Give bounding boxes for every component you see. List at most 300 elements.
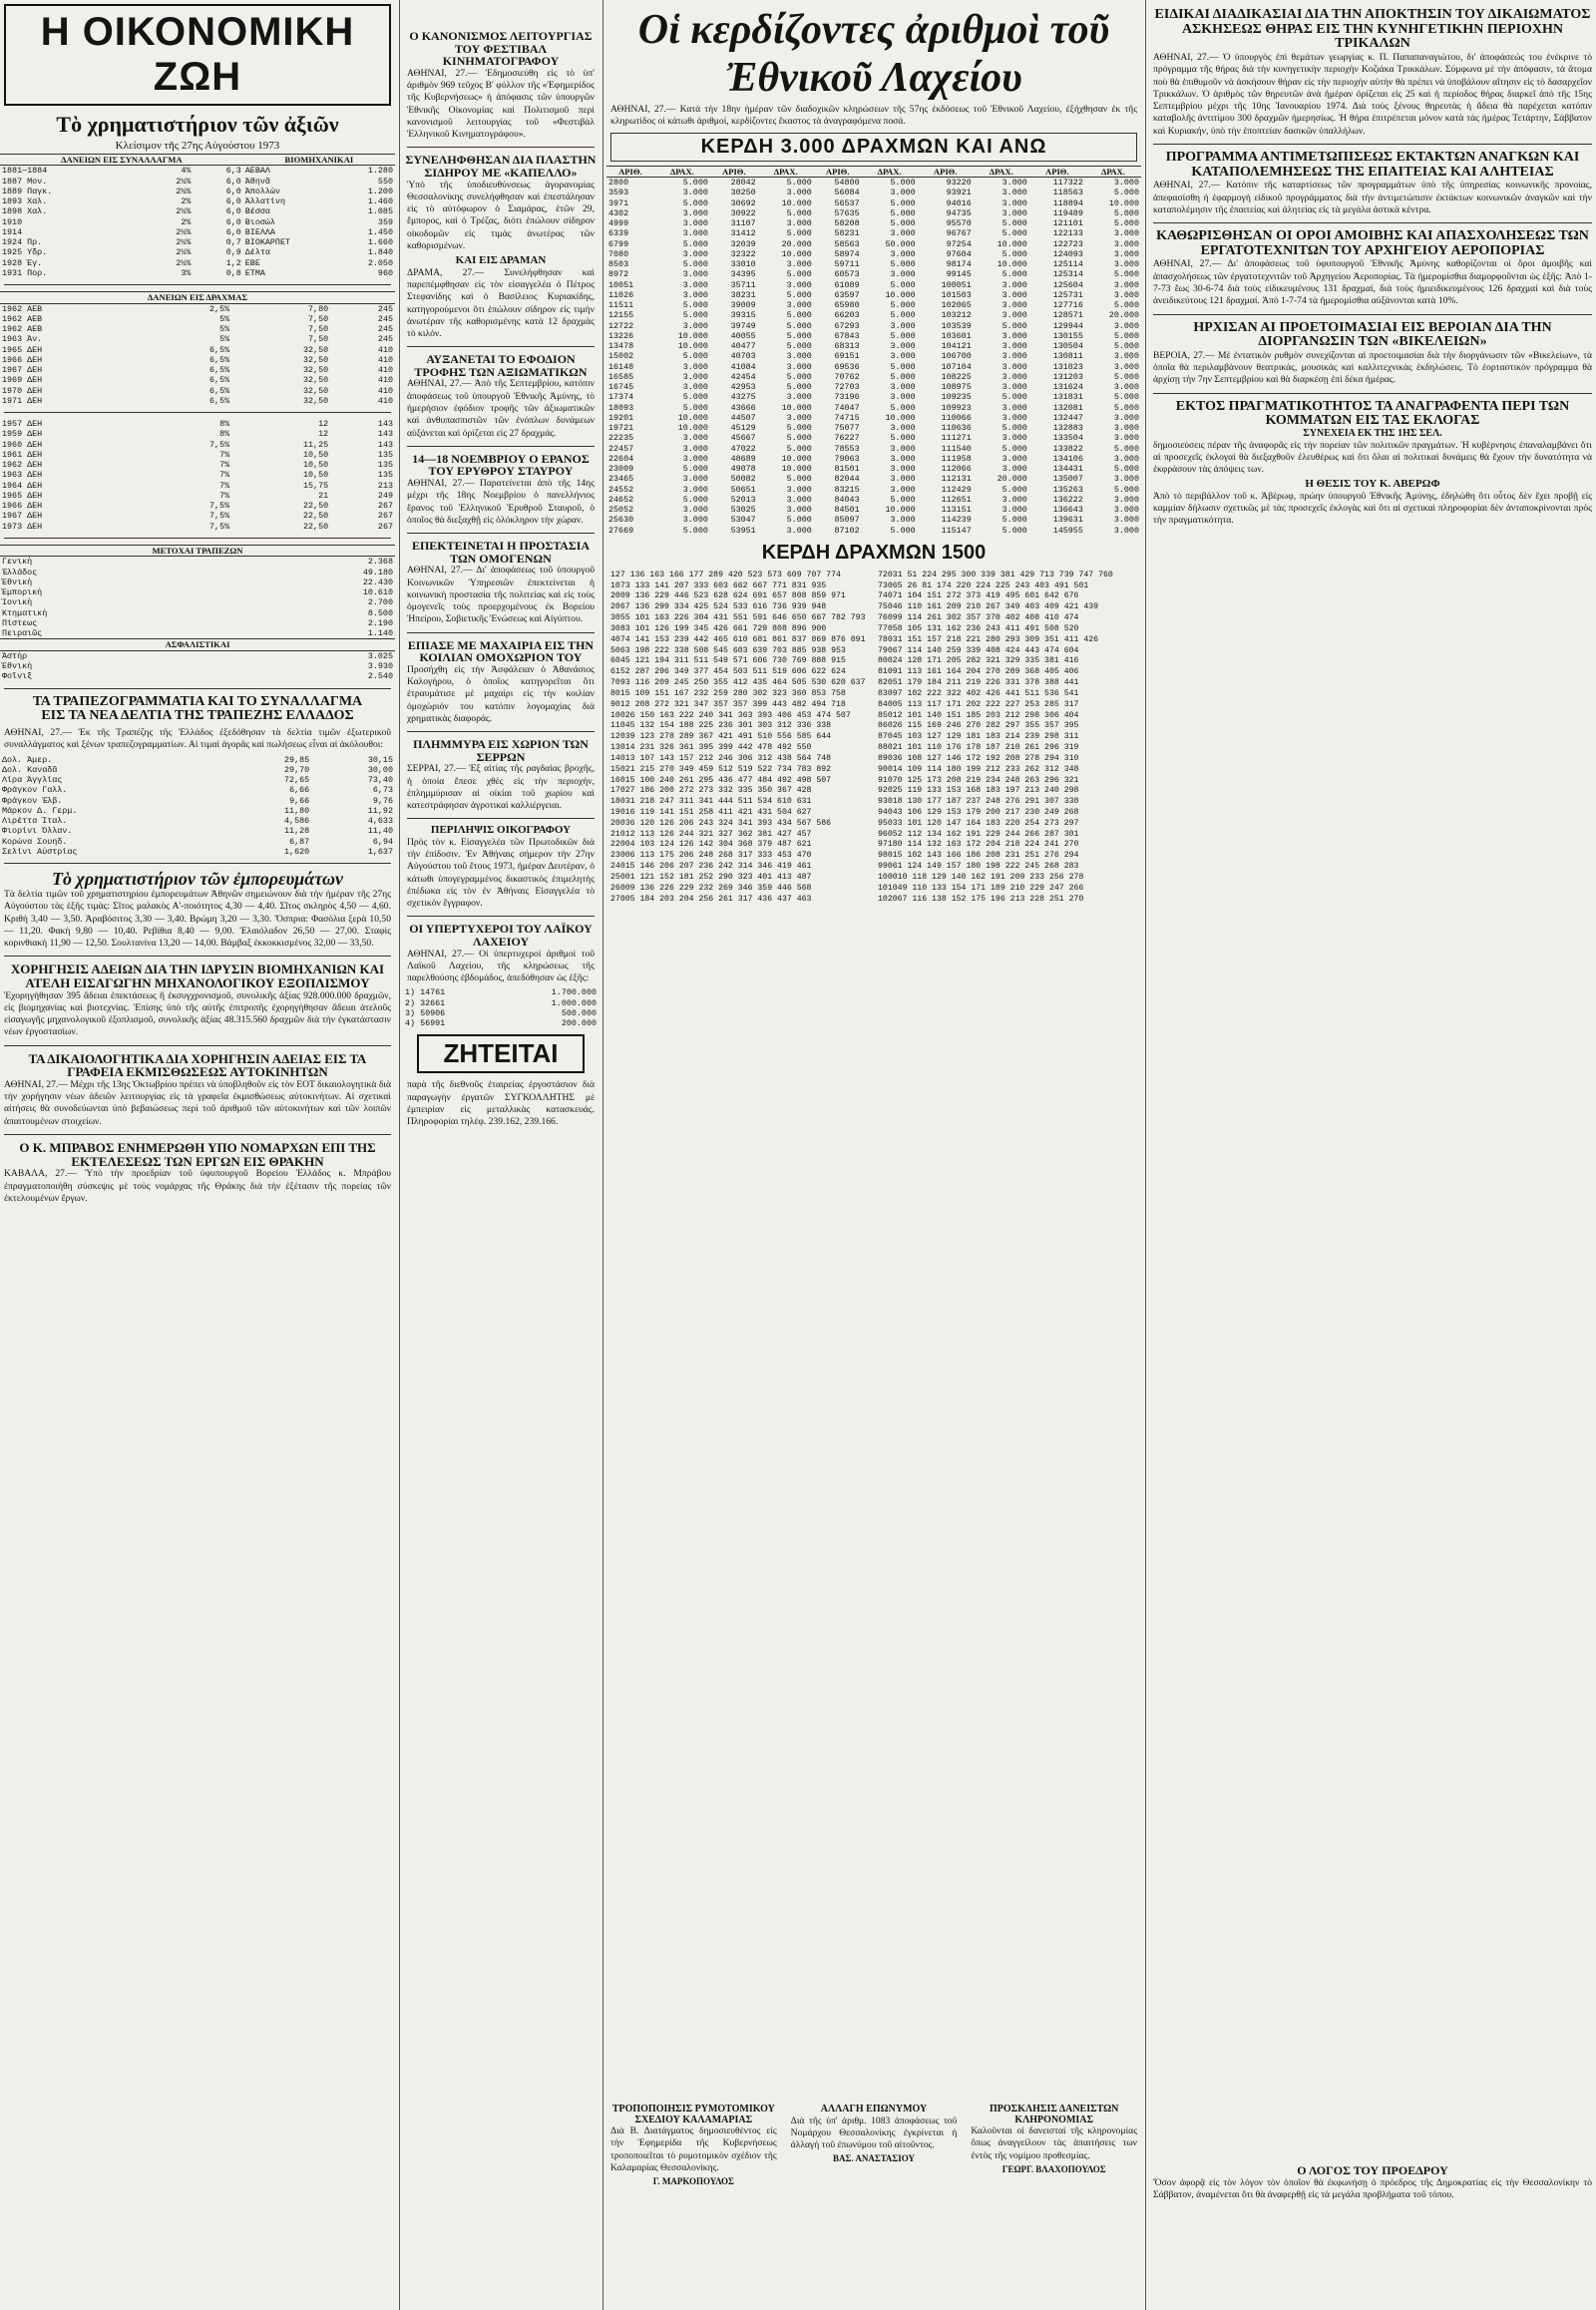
loan-row-cell: 1893 Χαλ. — [2, 196, 48, 207]
loan-row-cell: Βιοσώλ — [244, 216, 275, 227]
prize-row-cell: 48689 — [730, 453, 756, 464]
prize-row-cell: 45129 — [730, 423, 756, 434]
currency-row-cell: Κορώνα Σουηδ. — [2, 836, 68, 847]
prize-row-cell: 22457 — [608, 443, 634, 454]
prize-row-cell: 3.000 — [1001, 330, 1027, 341]
bank-row — [0, 568, 395, 578]
prize-row-cell: 5.000 — [786, 269, 812, 280]
name-change-signature: ΒΑΣ. ΑΝΑΣΤΑΣΙΟΥ — [832, 2153, 916, 2164]
prize-row-cell: 3.000 — [1001, 188, 1027, 198]
prize-1500-line: 14013 107 143 157 212 246 306 312 438 564 748 — [610, 753, 832, 763]
prize-1500-line: 12039 123 278 289 367 421 491 510 556 585 644 — [610, 732, 832, 742]
prize-row-cell: 108975 — [941, 382, 972, 393]
prize-row-cell: 5.000 — [682, 259, 708, 270]
prize-row-cell: 106700 — [941, 351, 972, 362]
insurance-heading: ΑΣΦΑΛΙΣΤΙΚΑΙ — [0, 639, 395, 650]
prize-row-cell: 30692 — [730, 197, 756, 208]
loan-row-cell: ΕΒΕ — [244, 257, 260, 268]
prize-row-cell: 3.000 — [1113, 515, 1139, 526]
prize-row-cell: 3.000 — [1113, 259, 1139, 270]
bank-row-cell: Πειραιῶς — [2, 628, 43, 639]
bank-row-cell: 49.180 — [362, 567, 393, 578]
licenses-text: Ἐχορηγήθησαν 395 ἄδειαι ἐπεκτάσεως ἢ ἐκσυγχρονισμοῦ, συνολικῆς ἀξίας 928.000.000 δραχμῶν, εἰς βιομηχανίας καὶ βιοτεχνίας. Ἐπίσης ὑπὸ τῆς αὐτῆς ἐπιτροπῆς ἐχορηγήθησαν ἄδειαι ἀτελοῦς εἰσαγωγῆς μηχανολογικοῦ ἐξοπλισμοῦ, συνολικῆς ἀξίας 48.315.560 δραχμῶν διὰ τὴν ἐγκατάστασιν νέων ἐργοστασίων. — [4, 989, 391, 1038]
creditors-heading: ΠΡΟΣΚΛΗΣΙΣ ΔΑΝΕΙΣΤΩΝ ΚΛΗΡΟΝΟΜΙΑΣ — [989, 2104, 1119, 2125]
prize-1500-line: 100010 118 129 140 162 191 209 233 256 278 — [878, 872, 1084, 882]
loan-row-cell: 2½% — [176, 186, 192, 196]
tropop-heading: ΤΡΟΠΟΠΟΙΗΣΙΣ ΡΥΜΟΤΟΜΙΚΟΥ ΣΧΕΔΙΟΥ ΚΑΛΑΜΑΡΙΑΣ — [611, 2104, 775, 2125]
prize-1500-line: 25001 121 152 181 252 290 323 401 413 487 — [610, 872, 812, 882]
prize-row-cell: 3.000 — [1001, 310, 1027, 321]
prize-row-cell: 10.000 — [781, 453, 812, 464]
dei-loan-row-cell: 12 — [318, 419, 329, 430]
dei-loan-row-cell: 15,75 — [303, 480, 329, 491]
prize-row-cell: 5.000 — [1113, 300, 1139, 311]
bank-row — [0, 557, 395, 568]
loan-row-cell: 1914 — [2, 226, 23, 237]
prize-1500-line: 26009 136 226 229 232 269 346 359 446 568 — [610, 883, 812, 893]
prize-row-cell: 108225 — [941, 371, 972, 382]
prize-1500-line: 11045 132 154 188 225 236 301 303 312 336 338 — [610, 721, 832, 731]
prize-1500-line: 23006 113 175 206 248 268 317 333 453 470 — [610, 851, 812, 861]
loan-row-cell: 0,7 — [225, 237, 241, 248]
loan-row-cell: Ἀθηνᾶ — [244, 176, 270, 187]
prize-row — [606, 290, 1141, 300]
iron-text: Ὑπὸ τῆς ὑποδιευθύνσεως ἀγορανομίας Θεσσαλονίκης συνελήφθησαν καὶ ἐπεστάλησαν εἰς τὸ αὐτόφωρον ὁ Σιαμάρας, ἐτῶν 29, ἔμπορος, καὶ ὁ Τρέζας, διότι ἐπώλουν σίδηρον οἰκοδομῶν εἰς τιμὰς ἀνωτέρας τῶν καθορισμένων. — [407, 179, 595, 251]
currency-row-cell: 4,586 — [284, 816, 310, 827]
prize-column-label: ΔΡΑΧ. — [862, 166, 918, 177]
prize-1500-line: 3083 101 126 199 345 426 661 729 808 896 900 — [610, 623, 827, 633]
prize-row-cell: 5.000 — [890, 300, 916, 311]
prize-1500-line: 8015 109 151 167 232 259 280 302 323 360 853 758 — [610, 688, 846, 698]
thrace-text: ΚΑΒΑΛΑ, 27.— Ὑπὸ τὴν προεδρίαν τοῦ ὑφυπουργοῦ Βορείου Ἑλλάδος κ. Μπράβου ἐπραγματοποιήθη σύσκεψις μὲ τοὺς νομάρχας τῆς Θράκης διὰ τὴν ἐξέτασιν τῆς πορείας τῶν ἐκτελουμένων ἔργων. — [4, 1168, 391, 1204]
prize-row-cell: 132883 — [1052, 423, 1083, 434]
prize-row-cell: 100051 — [941, 279, 972, 290]
prize-row — [606, 249, 1141, 259]
insurance-row — [0, 671, 395, 681]
serres-text: ΣΕΡΡΑΙ, 27.— Ἐξ αἰτίας τῆς ραγδαίας βροχῆς, ἡ ὁποία ἔπεσε χθὲς εἰς τὴν περιοχήν, ἐπλημμύρισαν αἱ οἰκίαι τοῦ χωρίου καὶ κατεστράφησαν ἀγροτικαὶ καλλιέργειαι. — [407, 763, 595, 812]
drachma-loan-row-cell: 410 — [377, 395, 393, 406]
prize-row-cell: 5.000 — [890, 197, 916, 208]
prize-row-cell: 20.000 — [997, 474, 1027, 485]
serres-heading: ΠΛΗΜΜΥΡΑ ΕΙΣ ΧΩΡΙΟΝ ΤΩΝ ΣΕΡΡΩΝ — [413, 737, 589, 764]
lottery-seller-row-cell: 1.700.000 — [551, 987, 597, 998]
iron-heading: ΣΥΝΕΛΗΦΘΗΣΑΝ ΔΙΑ ΠΛΑΣΤΗΝ ΣΙΔΗΡΟΥ ΜΕ «ΚΑΠΕΛΛΟ» — [405, 153, 597, 180]
prize-row — [606, 444, 1141, 454]
president-heading: Ο ΛΟΓΟΣ ΤΟΥ ΠΡΟΕΔΡΟΥ — [1297, 2163, 1448, 2177]
prize-row-cell: 5.000 — [890, 433, 916, 444]
prize-row-cell: 3.000 — [1113, 238, 1139, 249]
prize-row-cell: 3.000 — [1113, 525, 1139, 536]
prize-1500-line: 81091 113 161 164 204 270 289 368 405 406 — [878, 667, 1079, 677]
insurance-row-cell: 2.540 — [367, 671, 393, 682]
prize-1500-line: 90014 109 114 180 199 212 233 262 312 348 — [878, 764, 1079, 774]
drama-heading: ΚΑΙ ΕΙΣ ΔΡΑΜΑΝ — [455, 254, 547, 267]
prize-row-cell: 5.000 — [682, 525, 708, 536]
elections-subheading: ΣΥΝΕΧΕΙΑ ΕΚ ΤΗΣ 1ΗΣ ΣΕΛ. — [1303, 428, 1442, 440]
currency-row-cell: Δολ. Καναδᾶ — [2, 764, 58, 775]
prize-row-cell: 125314 — [1052, 269, 1083, 280]
prize-row-cell: 101503 — [941, 289, 972, 300]
prize-row — [606, 218, 1141, 228]
prize-row-cell: 5.000 — [1113, 371, 1139, 382]
prize-row-cell: 3.000 — [682, 382, 708, 393]
prize-row-cell: 3.000 — [682, 361, 708, 372]
currency-row-cell: Δολ. Ἀμερ. — [2, 754, 53, 765]
prize-row-cell: 93220 — [946, 178, 972, 189]
prize-row — [606, 178, 1141, 189]
drachma-loan-row-cell: 1962 ΑΕΒ — [2, 313, 43, 324]
lottery-seller-row — [403, 1008, 598, 1018]
prize-row-cell: 5.000 — [786, 320, 812, 331]
prize-row-cell: 8503 — [608, 259, 629, 270]
dei-loan-row-cell: 135 — [377, 460, 393, 471]
prize-row-cell: 5.000 — [786, 207, 812, 218]
prize-row-cell: 145955 — [1052, 525, 1083, 536]
elections-heading: ΕΚΤΟΣ ΠΡΑΓΜΑΤΙΚΟΤΗΤΟΣ ΤΑ ΑΝΑΓΡΑΦΕΝΤΑ ΠΕΡΙ ΤΩΝ ΚΟΜΜΑΤΩΝ ΕΙΣ ΤΑΣ ΕΚΛΟΓΑΣ — [1175, 398, 1570, 429]
lottery-seller-row-cell: 4) 56991 — [405, 1018, 446, 1029]
lottery-seller-row-cell: 2) 32661 — [405, 997, 446, 1008]
prize-1500-line: 97180 114 132 163 172 204 218 224 241 270 — [878, 840, 1079, 850]
dei-loan-row-cell: 143 — [377, 429, 393, 440]
dei-loan-row-cell: 1963 ΔΕΗ — [2, 470, 43, 481]
prize-1500-line: 18031 218 247 311 341 444 511 534 610 631 — [610, 797, 812, 807]
notice-heading: ΠΕΡΙΛΗΨΙΣ ΟΙΚΟΓΡΑΦΟΥ — [430, 824, 572, 837]
prize-row-cell: 30922 — [730, 207, 756, 218]
currency-row-cell: 6,66 — [289, 785, 310, 796]
dei-loan-row-cell: 7% — [219, 449, 230, 460]
drachma-loan-row-cell: 245 — [377, 334, 393, 345]
drachma-loan-row-cell: 1966 ΔΕΗ — [2, 354, 43, 365]
loan-row-cell: 2½% — [176, 257, 192, 268]
prize-row-cell: 5.000 — [682, 310, 708, 321]
dei-loan-row-cell: 22,50 — [303, 521, 329, 532]
prize-row-cell: 110066 — [941, 412, 972, 423]
drachma-loan-row-cell: 32,50 — [303, 385, 329, 396]
prize-1500-line: 27005 184 203 204 256 261 317 436 437 463 — [610, 894, 812, 904]
dei-loan-row — [0, 491, 395, 501]
prize-row-cell: 3.000 — [682, 269, 708, 280]
prize-row-cell: 3.000 — [890, 423, 916, 434]
prize-row — [606, 505, 1141, 515]
prize-row-cell: 3.000 — [682, 207, 708, 218]
prize-1500-line: 101049 110 133 154 171 189 210 229 247 266 — [878, 883, 1084, 893]
prize-row-cell: 76227 — [834, 433, 860, 444]
bank-row-cell: Γενικὴ — [2, 557, 33, 568]
prize-1500-left — [610, 571, 870, 906]
prize-row-cell: 3.000 — [890, 228, 916, 239]
dei-loan-row — [0, 511, 395, 521]
prize-row-cell: 3.000 — [786, 525, 812, 536]
prize-row — [606, 259, 1141, 269]
prize-row-cell: 97604 — [946, 248, 972, 259]
loan-row-cell: 2.050 — [367, 257, 393, 268]
prize-row-cell: 44507 — [730, 412, 756, 423]
prize-row-cell: 5.000 — [682, 464, 708, 475]
prize-row-cell: 11026 — [608, 289, 634, 300]
prize-1500-line: 6045 121 194 311 511 549 571 606 730 769 888 915 — [610, 656, 846, 666]
prize-row-cell: 4302 — [608, 207, 629, 218]
prize-row-cell: 97254 — [946, 238, 972, 249]
loan-row-cell: 1.840 — [367, 247, 393, 258]
prize-row-cell: 5.000 — [786, 178, 812, 189]
prize-row-cell: 3.000 — [1113, 382, 1139, 393]
dei-loan-row-cell: 7% — [219, 490, 230, 501]
banknotes-subheading: ΕΙΣ ΤΑ ΝΕΑ ΔΕΛΤΙΑ ΤΗΣ ΤΡΑΠΕΖΗΣ ΕΛΛΑΔΟΣ — [41, 708, 354, 724]
currency-row — [0, 765, 395, 775]
prize-row-cell: 73196 — [834, 392, 860, 403]
prize-1500-line: 74071 104 151 272 373 419 495 601 642 676 — [878, 591, 1079, 601]
dei-loan-row-cell: 1957 ΔΕΗ — [2, 419, 43, 430]
loans-table-b — [0, 291, 395, 406]
drachma-loan-row-cell: 410 — [377, 385, 393, 396]
prize-row-cell: 3.000 — [786, 505, 812, 516]
prize-1500-line: 7093 116 209 245 250 355 412 435 464 505 530 620 637 — [610, 678, 866, 688]
prize-row-cell: 5.000 — [786, 443, 812, 454]
currency-row — [0, 775, 395, 785]
prize-row-cell: 47022 — [730, 443, 756, 454]
prize-row-cell: 3.000 — [682, 371, 708, 382]
prize-row — [606, 454, 1141, 464]
prize-row-cell: 3.000 — [786, 351, 812, 362]
prize-row-cell: 19201 — [608, 412, 634, 423]
drachma-loan-row-cell: 410 — [377, 365, 393, 376]
loan-row — [0, 206, 395, 216]
prize-row-cell: 20.000 — [781, 238, 812, 249]
prize-row-cell: 3.000 — [1113, 320, 1139, 331]
prize-row-cell: 5.000 — [1001, 423, 1027, 434]
bank-row — [0, 618, 395, 628]
lottery-seller-row-cell: 3) 50906 — [405, 1007, 446, 1018]
currency-row-cell: 11,92 — [367, 805, 393, 816]
prize-3000-heading: ΚΕΡΔΗ 3.000 ΔΡΑΧΜΩΝ ΚΑΙ ΑΝΩ — [610, 133, 1137, 162]
redcross-heading: 14—18 ΝΟΕΜΒΡΙΟΥ Ο ΕΡΑΝΟΣ ΤΟΥ ΕΡΥΘΡΟΥ ΣΤΑΥΡΟΥ — [412, 451, 590, 479]
dei-loan-row-cell: 8% — [219, 419, 230, 430]
prize-row-cell: 10.000 — [885, 289, 916, 300]
prize-row-cell: 84043 — [834, 494, 860, 505]
notice-text: Πρὸς τὸν κ. Εἰσαγγελέα τῶν Πρωτοδικῶν διὰ τὴν ἐπίδοσιν. Ἐν Ἀθήναις σήμερον τὴν 27ην Αὐγούστου τοῦ ἔτους 1973, ἡμέραν Δευτέραν, ὁ κάτωθι ὑπογεγραμμένος δικαστικὸς ἐπιμελητὴς ἐπέδωκα εἰς τὸν ἐν Ἀθήναις Εἰσαγγελέα τὸ σχετικὸν ἔγγραφον. — [407, 836, 595, 910]
drachma-loan-row-cell: 1962 ΑΕΒ — [2, 303, 43, 314]
prize-row-cell: 75077 — [834, 423, 860, 434]
prize-row-cell: 67843 — [834, 330, 860, 341]
commodities-text: Τὰ δελτία τιμῶν τοῦ χρηματιστηρίου ἐμπορευμάτων Ἀθηνῶν σημειώνουν διὰ τὴν ἡμέραν τῆς 27ης Αὐγούστου τὰς ἑξῆς τιμὰς: Σῖτος μαλακὸς Α'-ποιότητος 4,30 — 4,40. Σῖτος σκληρὸς 4,50 — 4,60. Κριθὴ 3,40 — 3,50. Ἀραβόσιτος 3,30 — 3,40. Βρώμη 3,20 — 3,30. Ὄσπρια: Φασόλια ξερὰ 10,50 — 11,20. Φακὴ 9,80 — 10,40. Ρεβίθια 8,40 — 9,00. Ἐλαιόλαδον 26,50 — 27,00. Σταφὶς κορινθιακὴ 11,90 — 12,50. Σουλτανίνα 13,20 — 14,00. Βάμβαξ ἐκκοκκισμένος 32,00 — 33,50. — [4, 888, 391, 950]
prize-row-cell: 3.000 — [1001, 412, 1027, 423]
prize-row-cell: 3.000 — [786, 392, 812, 403]
prize-row-cell: 3.000 — [890, 351, 916, 362]
prize-row-cell: 112651 — [941, 494, 972, 505]
redcross-text: ΑΘΗΝΑΙ, 27.— Παρατείνεται ἀπὸ τῆς 14ης μέχρι τῆς 18ης Νοεμβρίου ὁ πανελλήνιος ἔρανος τοῦ Ἑλληνικοῦ Ἐρυθροῦ Σταυροῦ, ὁ ὁποῖος θὰ διεξαχθῇ εἰς ὁλόκληρον τὴν χώραν. — [407, 478, 595, 526]
prize-row-cell: 130504 — [1052, 341, 1083, 352]
prize-row-cell: 5.000 — [890, 402, 916, 413]
prize-row-cell: 16148 — [608, 361, 634, 372]
dei-loan-row-cell: 7,5% — [209, 511, 230, 522]
wages-heading: ΚΑΘΩΡΙΣΘΗΣΑΝ ΟΙ ΟΡΟΙ ΑΜΟΙΒΗΣ ΚΑΙ ΑΠΑΣΧΟΛΗΣΕΩΣ ΤΩΝ ΕΡΓΑΤΟΤΕΧΝΙΤΩΝ ΤΟΥ ΑΡΧΗΓΕΙΟΥ ΑΕΡΟΠΟΡΙΑΣ — [1156, 228, 1589, 258]
drachma-loan-row-cell: 32,50 — [303, 375, 329, 386]
prize-row-cell: 111958 — [941, 453, 972, 464]
loan-row-cell: 2½% — [176, 226, 192, 237]
loan-row-cell: 6,0 — [225, 226, 241, 237]
prize-1500-line: 94043 106 129 153 179 200 217 230 249 268 — [878, 807, 1079, 817]
prize-row-cell: 63597 — [834, 289, 860, 300]
prize-row-cell: 10.000 — [781, 197, 812, 208]
prize-row-cell: 3.000 — [1113, 433, 1139, 444]
drachma-loan-row — [0, 396, 395, 406]
bank-row-cell: 10.610 — [362, 587, 393, 598]
prize-row-cell: 5.000 — [682, 178, 708, 189]
prize-row-cell: 5.000 — [786, 289, 812, 300]
currency-row — [0, 806, 395, 816]
prize-row-cell: 5.000 — [890, 218, 916, 229]
currency-row-cell: 30,00 — [367, 764, 393, 775]
prize-row-cell: 3.000 — [890, 453, 916, 464]
prize-row-cell: 96767 — [946, 228, 972, 239]
dei-loan-row-cell: 1965 ΔΕΗ — [2, 490, 43, 501]
loan-row-cell: 2½% — [176, 206, 192, 217]
prize-row-cell: 119489 — [1052, 207, 1083, 218]
prize-1500-line: 96052 112 134 162 191 229 244 266 287 301 — [878, 829, 1079, 839]
dei-loan-row — [0, 522, 395, 532]
prize-1500-line: 20036 120 126 206 243 324 341 393 434 567 586 — [610, 818, 832, 828]
dei-loan-row-cell: 1962 ΔΕΗ — [2, 460, 43, 471]
prize-row-cell: 74047 — [834, 402, 860, 413]
prize-row-cell: 3.000 — [786, 361, 812, 372]
veria-heading: ΗΡΧΙΣΑΝ ΑΙ ΠΡΟΕΤΟΙΜΑΣΙΑΙ ΕΙΣ ΒΕΡΟΙΑΝ ΔΙΑ ΤΗΝ ΔΙΟΡΓΑΝΩΣΙΝ ΤΩΝ «ΒΙΚΕΛΕΙΩΝ» — [1193, 319, 1552, 350]
prize-1500-line: 19016 119 141 151 258 411 421 431 504 627 — [610, 807, 812, 817]
prize-row-cell: 112131 — [941, 474, 972, 485]
prize-row-cell: 5.000 — [890, 494, 916, 505]
drachma-loan-row — [0, 386, 395, 396]
insurance-row-cell: Ἐθνικὴ — [2, 661, 33, 672]
prize-row-cell: 3.000 — [1113, 453, 1139, 464]
prize-row-cell: 3.000 — [1001, 505, 1027, 516]
drama-text: ΔΡΑΜΑ, 27.— Συνελήφθησαν καὶ παρεπέμφθησαν εἰς τὸν εἰσαγγελέα ὁ Πέτρος Στεφανίδης καὶ ὁ Βασίλειος Κυριακίδης, κατηγορούμενοι ὅτι ἐπώλουν σίδηρον εἰς τιμὴν ἀνωτέραν τῆς καθορισμένης κατὰ 12 δραχμὰς τὸ κιλόν. — [407, 266, 595, 340]
prize-column-label: ΑΡΙΘ. — [814, 166, 862, 177]
prize-row-cell: 13226 — [608, 330, 634, 341]
prize-row-cell: 3593 — [608, 188, 629, 198]
section-masthead: Η ΟΙΚΟΝΟΜΙΚΗ ΖΩΗ — [4, 4, 391, 106]
prize-row-cell: 3.000 — [1001, 433, 1027, 444]
prize-row-cell: 94016 — [946, 197, 972, 208]
currency-row — [0, 816, 395, 826]
prize-1500-heading: ΚΕΡΔΗ ΔΡΑΧΜΩΝ 1500 — [761, 541, 987, 564]
prize-1500-line: 2067 136 299 334 425 524 533 616 736 939 948 — [610, 602, 827, 612]
prize-1500-right — [878, 571, 1137, 906]
loan-row-cell: ΑΕΒΑΛ — [244, 166, 270, 177]
prize-row-cell: 5.000 — [1001, 228, 1027, 239]
loan-row-cell: Ἀπολλὼν — [244, 186, 280, 196]
prize-row-cell: 35711 — [730, 279, 756, 290]
prize-row-cell: 3.000 — [682, 289, 708, 300]
prize-row-cell: 18093 — [608, 402, 634, 413]
prize-row-cell: 131624 — [1052, 382, 1083, 393]
prize-1500-line: 17027 186 200 272 273 332 335 350 367 428 — [610, 786, 812, 796]
prize-row-cell: 5.000 — [682, 392, 708, 403]
prize-row-cell: 132447 — [1052, 412, 1083, 423]
loan-row-cell: ΕΤΜΑ — [244, 267, 265, 278]
prize-1500-line: 86026 115 169 246 270 282 297 355 357 395 — [878, 721, 1079, 731]
hunt-text: ΑΘΗΝΑΙ, 27.— Ὁ ὑπουργὸς ἐπὶ θεμάτων γεωργίας κ. Π. Παπαπαναγιώτου, δι' ἀποφάσεώς του ἐνέκρινε τὸ πρόγραμμα τῆς θήρας διὰ τὴν κυνηγετικὴν περιοχὴν Κοζιάκα Τρικκάλων. Σύμφωνα μὲ τὴν ἀπόφασιν, τὰ ἄτομα ποὺ θὰ ἐπιθυμοῦν νὰ ἀσκήσουν θήραν εἰς τὴν περιοχὴν αὐτὴν θὰ πρέπει νὰ ὑποβάλουν αἴτησιν εἰς τὸ δασαρχεῖον Τρικκάλων. Ὁ ἀριθμὸς τῶν θηρευτῶν ἀνὰ ἡμέραν ὁρίζεται εἰς 25 καὶ ἡ περίοδος θήρας διαρκεῖ ἀπὸ τῆς 15ης Σεπτεμβρίου μέχρι τῆς 10ης Ἰανουαρίου 1974. Διὰ τοὺς ξένους θηρευτὰς ἡ ἄδεια θὰ παρέχεται κατόπιν καταβολῆς ἀντιτίμου 300 δραχμῶν ἡμερησίως. Ἡ θήρα ἐπιτρέπεται μόνον κατὰ τὰς ἡμέρας Τετάρτην, Σάββατον καὶ Κυριακήν, ὑπὸ τὴν ἐποπτείαν δασικῶν ὑπαλλήλων. — [1153, 52, 1592, 137]
prize-1500-line: 79067 114 140 259 339 408 424 443 474 604 — [878, 645, 1079, 655]
prize-row — [606, 474, 1141, 484]
prize-1500-line: 91070 125 173 208 219 234 248 263 296 321 — [878, 775, 1079, 785]
insurance-row-cell: Ἀστὴρ — [2, 650, 28, 661]
prize-row-cell: 3.000 — [1001, 341, 1027, 352]
drachma-loan-row-cell: 6,5% — [209, 365, 230, 376]
prize-row-cell: 10.000 — [997, 259, 1027, 270]
prize-row-cell: 40703 — [730, 351, 756, 362]
prize-row-cell: 20.000 — [1108, 310, 1139, 321]
prize-row-cell: 3.000 — [1001, 371, 1027, 382]
prize-row-cell: 81501 — [834, 464, 860, 475]
prize-row-cell: 5.000 — [890, 525, 916, 536]
loan-row-cell: 1928 Ἐγ. — [2, 257, 43, 268]
bank-row-cell: Κτηματικὴ — [2, 607, 48, 618]
lottery-sellers-heading: ΟΙ ΥΠΕΡΤΥΧΕΡΟΙ ΤΟΥ ΛΑΪΚΟΥ ΛΑΧΕΙΟΥ — [409, 922, 593, 950]
prize-row-cell: 49078 — [730, 464, 756, 475]
loans-heading: ΔΑΝΕΙΩΝ ΕΙΣ ΣΥΝΑΛΛΑΓΜΑ — [0, 155, 243, 166]
prize-row-cell: 3.000 — [890, 248, 916, 259]
loan-row — [0, 237, 395, 247]
prize-row-cell: 3.000 — [1113, 248, 1139, 259]
dei-loan-row — [0, 419, 395, 429]
dei-loan-row-cell: 8% — [219, 429, 230, 440]
prize-row — [606, 321, 1141, 331]
loan-row-cell: 550 — [377, 176, 393, 187]
prize-1500-line: 84005 113 117 171 202 222 227 253 285 317 — [878, 699, 1079, 709]
prize-row-cell: 5.000 — [682, 494, 708, 505]
dei-loan-row — [0, 440, 395, 450]
prize-1500-line: 80024 128 171 205 282 321 329 335 381 416 — [878, 656, 1079, 666]
drachma-loan-row-cell: 6,5% — [209, 395, 230, 406]
dei-loan-row-cell: 1959 ΔΕΗ — [2, 429, 43, 440]
prize-row — [606, 495, 1141, 505]
column-rule — [399, 0, 400, 2310]
currency-row-cell: 1,637 — [367, 846, 393, 857]
prize-row-cell: 5.000 — [1113, 188, 1139, 198]
prize-row-cell: 5.000 — [786, 423, 812, 434]
loan-row-cell: Ἀλλατίνη — [244, 196, 285, 207]
dei-loan-row-cell: 10,50 — [303, 460, 329, 471]
prize-row-cell: 66203 — [834, 310, 860, 321]
prize-row-cell: 58974 — [834, 248, 860, 259]
currency-row-cell: 9,76 — [372, 795, 393, 806]
prize-row-cell: 5.000 — [786, 433, 812, 444]
prize-row-cell: 129944 — [1052, 320, 1083, 331]
bank-shares-table — [0, 545, 395, 682]
loan-row-cell: 6,0 — [225, 206, 241, 217]
prize-row-cell: 10.000 — [781, 464, 812, 475]
prize-column-label: ΑΡΙΘ. — [918, 166, 974, 177]
dei-loan-row-cell: 7% — [219, 480, 230, 491]
lottery-seller-row-cell: 1.000.000 — [551, 997, 597, 1008]
president-text: Ὅσον ἀφορᾷ εἰς τὸν λόγον τὸν ὁποῖον θὰ ἐκφωνήσῃ ὁ πρόεδρος τῆς Δημοκρατίας εἰς τὴν Θεσσαλονίκην τὸ Σάββατον, ἀναμένεται ὅτι θὰ ἀναφερθῇ εἰς τὰ μεγάλα προβλήματα τοῦ τόπου. — [1153, 2176, 1592, 2200]
prize-row-cell: 79063 — [834, 453, 860, 464]
prize-row — [606, 464, 1141, 474]
currency-row-cell: 29,85 — [284, 754, 310, 765]
loan-row-cell: ΒΙΟΚΑΡΠΕΤ — [244, 237, 290, 248]
prize-row-cell: 3.000 — [1113, 178, 1139, 189]
column-right — [1149, 0, 1596, 531]
president-speech — [1149, 2164, 1596, 2204]
prize-row-cell: 3.000 — [1001, 382, 1027, 393]
column-news — [403, 0, 598, 1132]
prize-1500-line: 82051 179 184 211 219 226 331 378 388 441 — [878, 678, 1079, 688]
prize-row-cell: 16745 — [608, 382, 634, 393]
loan-row-cell: 1924 Πρ. — [2, 237, 43, 248]
drachma-loan-row-cell: 410 — [377, 354, 393, 365]
prize-row-cell: 31107 — [730, 218, 756, 229]
prize-row-cell: 50.000 — [885, 238, 916, 249]
wages-text: ΑΘΗΝΑΙ, 27.— Δι' ἀποφάσεως τοῦ ὑφυπουργοῦ Ἐθνικῆς Ἀμύνης καθορίζονται οἱ ὅροι ἀμοιβῆς καὶ ἀπασχολήσεως τῶν ἐργατοτεχνιτῶν τοῦ Ἀρχηγείου Ἀεροπορίας. Τὰ ἡμερομίσθια διαμορφοῦνται ὡς ἑξῆς: Ἀπὸ 1-7-73 ἕως 30-6-74 διὰ τοὺς εἰδικευμένους 131 δραχμαί, διὰ τοὺς ἡμιειδικευμένους 126 δραχμαί καὶ διὰ τοὺς ἀνειδικεύτους 121 δραχμαί. Ἀπὸ 1-7-74 τὰ ἡμερομίσθια αὐξάνονται κατὰ 10%. — [1153, 258, 1592, 307]
